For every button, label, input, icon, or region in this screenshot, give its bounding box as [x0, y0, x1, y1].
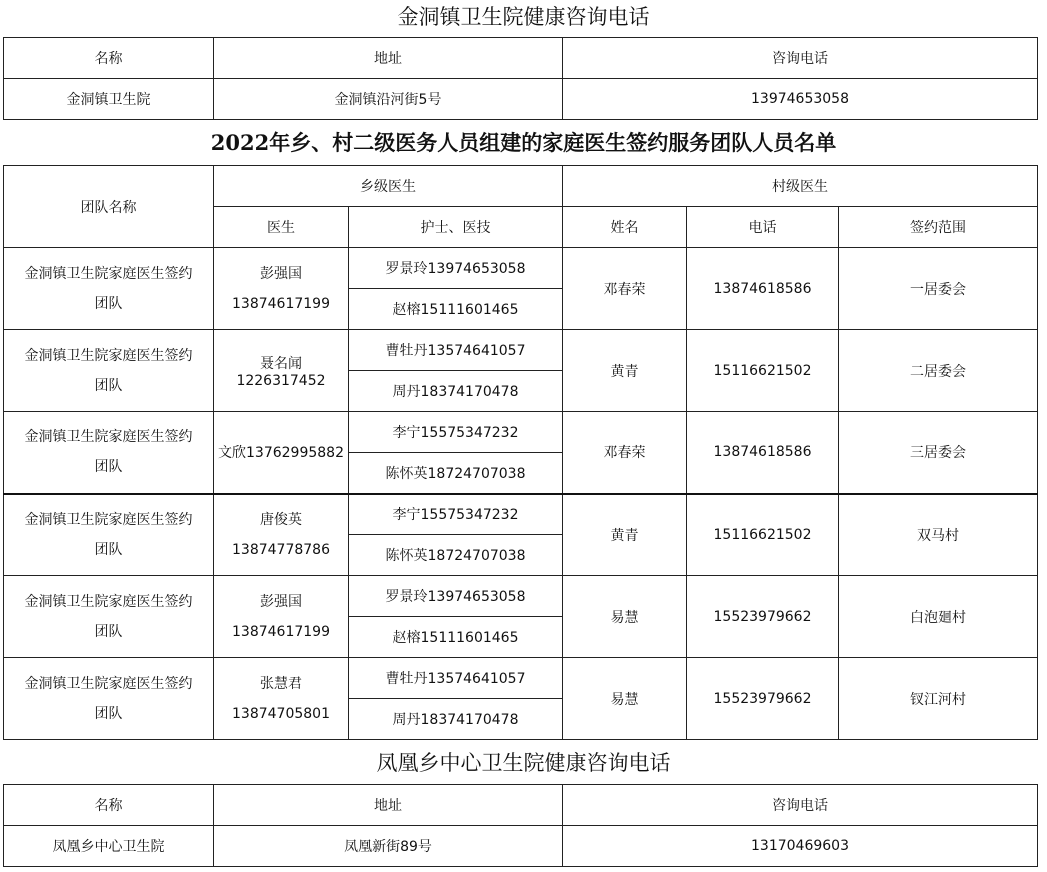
cell-village-name: 邓春荣	[563, 248, 687, 330]
header-town-group: 乡级医生	[214, 166, 563, 207]
header-village-name: 姓名	[563, 207, 687, 248]
cell-phone: 13974653058	[563, 79, 1038, 120]
cell-nurse: 赵榕15111601465	[349, 289, 563, 330]
header-doctor: 医生	[214, 207, 349, 248]
cell-team: 金洞镇卫生院家庭医生签约 团队	[4, 658, 214, 740]
cell-scope: 白泡廻村	[839, 576, 1038, 658]
cell-village-phone: 15116621502	[687, 330, 839, 412]
cell-scope: 钗江河村	[839, 658, 1038, 740]
cell-village-phone: 13874618586	[687, 412, 839, 494]
table-header-row	[4, 785, 1038, 826]
cell-doctor: 彭强国 13874617199	[214, 248, 349, 330]
table-row	[4, 330, 1038, 371]
cell-scope: 三居委会	[839, 412, 1038, 494]
header-name: 名称	[4, 785, 214, 826]
cell-nurse: 赵榕15111601465	[349, 617, 563, 658]
cell-team: 金洞镇卫生院家庭医生签约 团队	[4, 412, 214, 494]
cell-nurse: 周丹18374170478	[349, 371, 563, 412]
cell-village-phone: 15523979662	[687, 576, 839, 658]
table-row	[4, 658, 1038, 699]
cell-village-name: 易慧	[563, 576, 687, 658]
cell-village-phone: 13874618586	[687, 248, 839, 330]
table-header-row	[4, 166, 1038, 207]
cell-address: 凤凰新街89号	[214, 826, 563, 867]
cell-address: 金洞镇沿河街5号	[214, 79, 563, 120]
cell-team: 金洞镇卫生院家庭医生签约 团队	[4, 494, 214, 576]
cell-nurse: 罗景玲13974653058	[349, 576, 563, 617]
table-fenghuang-consult	[3, 784, 1038, 867]
header-phone: 咨询电话	[563, 38, 1038, 79]
table-team-roster	[3, 165, 1038, 740]
table-row	[4, 576, 1038, 617]
header-name: 名称	[4, 38, 214, 79]
table-header-row	[4, 38, 1038, 79]
header-village-phone: 电话	[687, 207, 839, 248]
cell-nurse: 曹牡丹13574641057	[349, 658, 563, 699]
cell-village-name: 黄青	[563, 330, 687, 412]
table-row	[4, 248, 1038, 289]
cell-doctor: 文欣13762995882	[214, 412, 349, 494]
title-fenghuang-consult: 凤凰乡中心卫生院健康咨询电话	[376, 751, 671, 775]
header-village-group: 村级医生	[563, 166, 1038, 207]
cell-scope: 二居委会	[839, 330, 1038, 412]
cell-team: 金洞镇卫生院家庭医生签约 团队	[4, 248, 214, 330]
title-team-roster: 2022年乡、村二级医务人员组建的家庭医生签约服务团队人员名单	[210, 130, 837, 155]
table-row	[4, 494, 1038, 535]
table-row	[4, 412, 1038, 453]
cell-name: 金洞镇卫生院	[4, 79, 214, 120]
header-address: 地址	[214, 38, 563, 79]
table-jindong-consult	[3, 37, 1038, 120]
cell-nurse: 罗景玲13974653058	[349, 248, 563, 289]
cell-village-phone: 15523979662	[687, 658, 839, 740]
cell-nurse: 周丹18374170478	[349, 699, 563, 740]
cell-team: 金洞镇卫生院家庭医生签约 团队	[4, 330, 214, 412]
header-address: 地址	[214, 785, 563, 826]
cell-village-name: 黄青	[563, 494, 687, 576]
cell-doctor: 唐俊英 13874778786	[214, 494, 349, 576]
cell-nurse: 李宁15575347232	[349, 494, 563, 535]
header-nurse: 护士、医技	[349, 207, 563, 248]
title-jindong-consult: 金洞镇卫生院健康咨询电话	[397, 5, 650, 29]
cell-nurse: 陈怀英18724707038	[349, 535, 563, 576]
cell-scope: 一居委会	[839, 248, 1038, 330]
cell-nurse: 陈怀英18724707038	[349, 453, 563, 494]
cell-doctor: 彭强国 13874617199	[214, 576, 349, 658]
cell-village-phone: 15116621502	[687, 494, 839, 576]
cell-nurse: 曹牡丹13574641057	[349, 330, 563, 371]
cell-team: 金洞镇卫生院家庭医生签约 团队	[4, 576, 214, 658]
cell-name: 凤凰乡中心卫生院	[4, 826, 214, 867]
cell-nurse: 李宁15575347232	[349, 412, 563, 453]
table-row	[4, 826, 1038, 867]
table-row	[4, 79, 1038, 120]
cell-village-name: 易慧	[563, 658, 687, 740]
cell-phone: 13170469603	[563, 826, 1038, 867]
cell-scope: 双马村	[839, 494, 1038, 576]
cell-village-name: 邓春荣	[563, 412, 687, 494]
header-scope: 签约范围	[839, 207, 1038, 248]
header-team: 团队名称	[4, 166, 214, 248]
cell-doctor: 聂名闻1226317452	[214, 330, 349, 412]
header-phone: 咨询电话	[563, 785, 1038, 826]
cell-doctor: 张慧君 13874705801	[214, 658, 349, 740]
